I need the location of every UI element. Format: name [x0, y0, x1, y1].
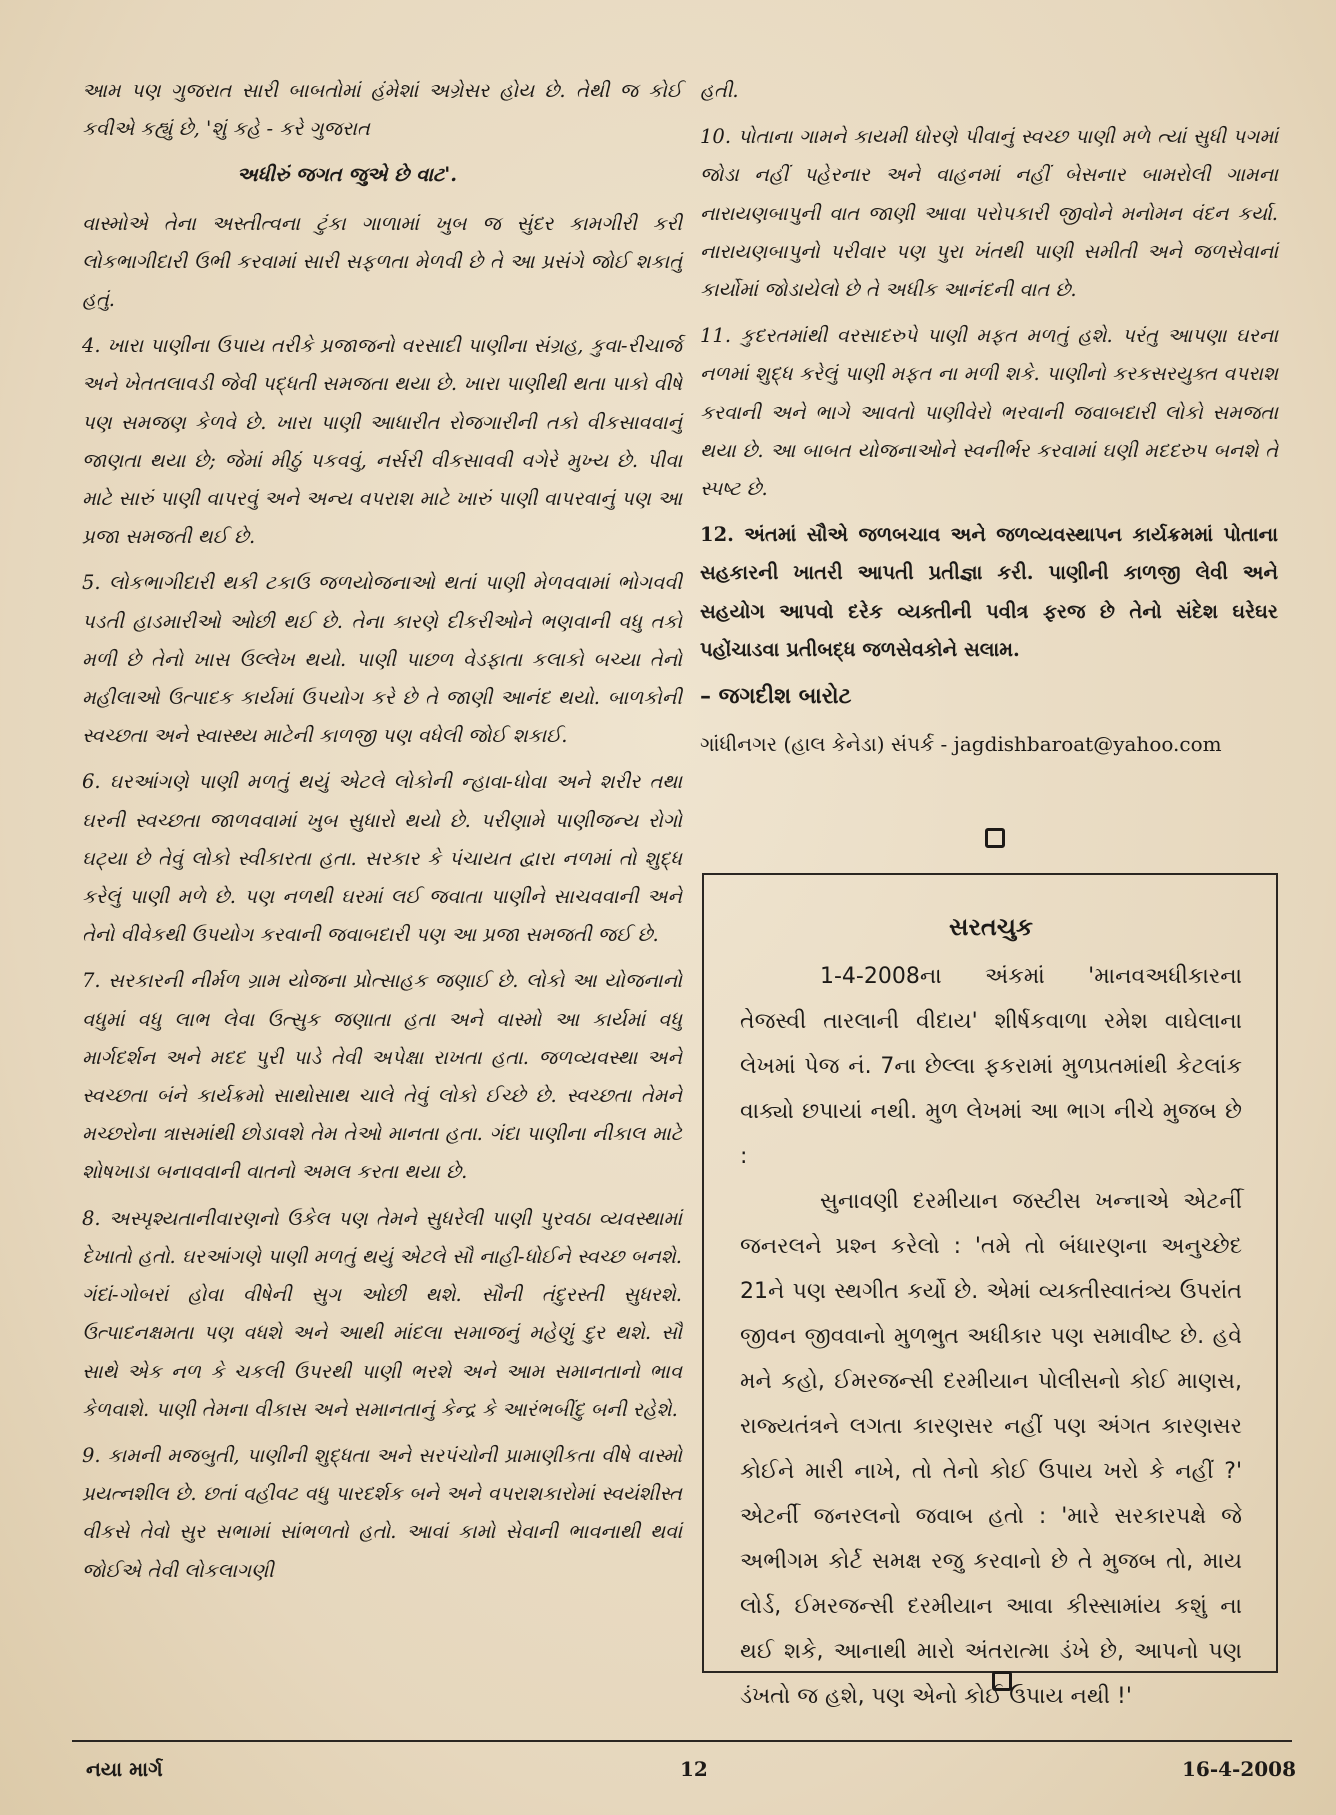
issue-date: 16-4-2008 [1181, 1757, 1296, 1781]
correction-para-2: સુનાવણી દરમીયાન જસ્ટીસ ખન્નાએ એટર્ની જનરલને પ્રશ્ન કરેલો : 'તમે તો બંધારણના અનુચ્છેદ 21ને પણ સ્થગીત કર્યો છે. એમાં વ્યક્તીસ્વાતંત્ર્ય ઉપરાંત જીવન જીવવાનો મુળભુત અધીકાર પણ સમાવીષ્ટ છે. હવે મને કહો, ઈમરજન્સી દરમીયાન પોલીસનો કોઈ માણસ, રાજ્યતંત્રને લગતા કારણસર નહીં પણ અંગત કારણસર કોઈને મારી નાખે, તો તેનો કોઈ ઉપાય ખરો કે નહીં ?' એટર્ની જનરલનો જવાબ હતો : 'મારે સરકારપક્ષે જે અભીગમ કોર્ટ સમક્ષ રજુ કરવાનો છે તે મુજબ તો, માય લોર્ડ, ઈમરજન્સી દરમીયાન આવા કીસ્સામાંય કશું ના થઈ શકે, આનાથી મારો અંતરાત્મા ડંખે છે, આપનો પણ ડંખતો જ હશે, પણ એનો કોઈ ઉપાય નથી !' [740, 1189, 1242, 1709]
right-column [700, 72, 1278, 763]
paragraph-wasmo: વાસ્મોએ તેના અસ્તીત્વના ટુંકા ગાળામાં ખુબ જ સુંદર કામગીરી કરી લોકભાગીદારી ઉભી કરવામાં સારી સફળતા મેળવી છે તે આ પ્રસંગે જોઈ શકાતું હતું. [82, 211, 682, 312]
paragraph-5: 5. લોકભાગીદારી થકી ટકાઉ જળયોજનાઓ થતાં પાણી મેળવવામાં ભોગવવી પડતી હાડમારીઓ ઓછી થઈ છે. તેના કારણે દીકરીઓને ભણવાની વધુ તકો મળી છે તેનો ખાસ ઉલ્લેખ થયો. પાણી પાછળ વેડફાતા કલાકો બચ્યા તેનો મહીલાઓ ઉત્પાદક કાર્યમાં ઉપયોગ કરે છે તે જાણી આનંદ થયો. બાળકોની સ્વચ્છતા અને સ્વાસ્થ્ય માટેની કાળજી પણ વધેલી જોઈ શકાઈ. [82, 571, 682, 748]
end-mark-icon [985, 828, 1005, 848]
author-contact: ગાંધીનગર (હાલ કેનેડા) સંપર્ક - jagdishbaroat@yahoo.com [700, 732, 1222, 757]
correction-para-1: 1-4-2008ના અંકમાં 'માનવઅધીકારના તેજસ્વી તારલાની વીદાય' શીર્ષકવાળા રમેશ વાઘેલાના લેખમાં પેજ નં. 7ના છેલ્લા ફકરામાં મુળપ્રતમાંથી કેટલાંક વાક્યો છપાયાં નથી. મુળ લેખમાં આ ભાગ નીચે મુજબ છે : [740, 964, 1242, 1169]
paragraph-continued: હતી. [700, 79, 739, 102]
page-number: 12 [680, 1757, 708, 1781]
paragraph-intro: આમ પણ ગુજરાત સારી બાબતોમાં હંમેશાં અગ્રેસર હોય છે. તેથી જ કોઈ કવીએ કહ્યું છે, 'શું કહે - કરે ગુજરાત [82, 79, 682, 141]
footer-divider [72, 1740, 1292, 1742]
publication-name: નયા માર્ગ [86, 1757, 163, 1781]
end-mark-icon [992, 1671, 1012, 1691]
left-column [82, 72, 682, 1598]
paragraph-12: 12. અંતમાં સૌએ જળબચાવ અને જળવ્યવસ્થાપન કાર્યક્રમમાં પોતાના સહકારની ખાતરી આપતી પ્રતીજ્ઞા કરી. પાણીની કાળજી લેવી અને સહયોગ આપવો દરેક વ્યક્તીની પવીત્ર ફરજ છે તેનો સંદેશ ઘરેઘર પહોંચાડવા પ્રતીબદ્ધ જળસેવકોને સલામ. [700, 523, 1278, 661]
paragraph-8: 8. અસ્પૃશ્યતાનીવારણનો ઉકેલ પણ તેમને સુધરેલી પાણી પુરવઠા વ્યવસ્થામાં દેખાતો હતો. ઘરઆંગણે પાણી મળતું થયું એટલે સૌ નાહી-ધોઈને સ્વચ્છ બનશે. ગંદાં-ગોબરાં હોવા વીષેની સુગ ઓછી થશે. સૌની તંદુરસ્તી સુધરશે. ઉત્પાદનક્ષમતા પણ વધશે અને આથી માંદલા સમાજનું મહેણું દુર થશે. સૌ સાથે એક નળ કે ચકલી ઉપરથી પાણી ભરશે અને આમ સમાનતાનો ભાવ કેળવાશે. પાણી તેમના વીકાસ અને સમાનતાનું કેન્દ્ર કે આરંભબીંદુ બની રહેશે. [82, 1206, 682, 1421]
paragraph-7: 7. સરકારની નીર્મળ ગ્રામ યોજના પ્રોત્સાહક જણાઈ છે. લોકો આ યોજનાનો વધુમાં વધુ લાભ લેવા ઉત્સુક જણાતા હતા અને વાસ્મો આ કાર્યમાં વધુ માર્ગદર્શન અને મદદ પુરી પાડે તેવી અપેક્ષા રાખતા હતા. જળવ્યવસ્થા અને સ્વચ્છતા બંને કાર્યક્રમો સાથોસાથ ચાલે તેવું લોકો ઈચ્છે છે. સ્વચ્છતા તેમને મચ્છરોના ત્રાસમાંથી છોડાવશે તેમ તેઓ માનતા હતા. ગંદા પાણીના નીકાલ માટે શોષખાડા બનાવવાની વાતનો અમલ કરતા થયા છે. [82, 969, 682, 1184]
paragraph-4: 4. ખારા પાણીના ઉપાય તરીકે પ્રજાજનો વરસાદી પાણીના સંગ્રહ, કુવા-રીચાર્જ અને ખેતતલાવડી જેવી પદ્ધતી સમજતા થયા છે. ખારા પાણીથી થતા પાકો વીષે પણ સમજણ કેળવે છે. ખારા પાણી આધારીત રોજગારીની તકો વીકસાવવાનું જાણતા થયા છે; જેમાં મીઠું પકવવું, નર્સરી વીકસાવવી વગેરે મુખ્ય છે. પીવા માટે સારું પાણી વાપરવું અને અન્ય વપરાશ માટે ખારું પાણી વાપરવાનું પણ આ પ્રજા સમજતી થઈ છે. [82, 334, 682, 549]
paragraph-11: 11. કુદરતમાંથી વરસાદરુપે પાણી મફત મળતું હશે. પરંતુ આપણા ઘરના નળમાં શુદ્ધ કરેલું પાણી મફત ના મળી શકે. પાણીનો કરકસરયુક્ત વપરાશ કરવાની અને ભાગે આવતો પાણીવેરો ભરવાની જવાબદારી લોકો સમજતા થયા છે. આ બાબત યોજનાઓને સ્વનીર્ભર કરવામાં ઘણી મદદરુપ બનશે તે સ્પષ્ટ છે. [700, 324, 1278, 501]
correction-title: સરતચુક [949, 913, 1033, 941]
paragraph-10: 10. પોતાના ગામને કાયમી ધોરણે પીવાનું સ્વચ્છ પાણી મળે ત્યાં સુધી પગમાં જોડા નહીં પહેરનાર અને વાહનમાં નહીં બેસનાર બામરોલી ગામના નારાયણબાપુની વાત જાણી આવા પરોપકારી જીવોને મનોમન વંદન કર્યા. નારાયણબાપુનો પરીવાર પણ પુરા ખંતથી પાણી સમીતી અને જળસેવાનાં કાર્યોમાં જોડાયેલો છે તે અધીક આનંદની વાત છે. [700, 125, 1278, 302]
poem-line: અધીરું જગત જુએ છે વાટ'. [237, 163, 458, 187]
paragraph-6: 6. ઘરઆંગણે પાણી મળતું થયું એટલે લોકોની ન્હાવા-ધોવા અને શરીર તથા ઘરની સ્વચ્છતા જાળવવામાં ખુબ સુધારો થયો છે. પરીણામે પાણીજન્ય રોગો ઘટ્યા છે તેવું લોકો સ્વીકારતા હતા. સરકાર કે પંચાયત દ્વારા નળમાં તો શુદ્ધ કરેલું પાણી મળે છે. પણ નળથી ઘરમાં લઈ જવાતા પાણીને સાચવવાની અને તેનો વીવેકથી ઉપયોગ કરવાની જવાબદારી પણ આ પ્રજા સમજતી જઈ છે. [82, 770, 682, 947]
correction-box [702, 873, 1278, 1709]
paragraph-9: 9. કામની મજબુતી, પાણીની શુદ્ધતા અને સરપંચોની પ્રામાણીકતા વીષે વાસ્મો પ્રયત્નશીલ છે. છતાં વહીવટ વધુ પારદર્શક બને અને વપરાશકારોમાં સ્વયંશીસ્ત વીકસે તેવો સુર સભામાં સાંભળતો હતો. આવાં કામો સેવાની ભાવનાથી થવાં જોઈએ તેવી લોકલાગણી [82, 1443, 682, 1582]
author-name: – જગદીશ બારોટ [700, 683, 852, 710]
